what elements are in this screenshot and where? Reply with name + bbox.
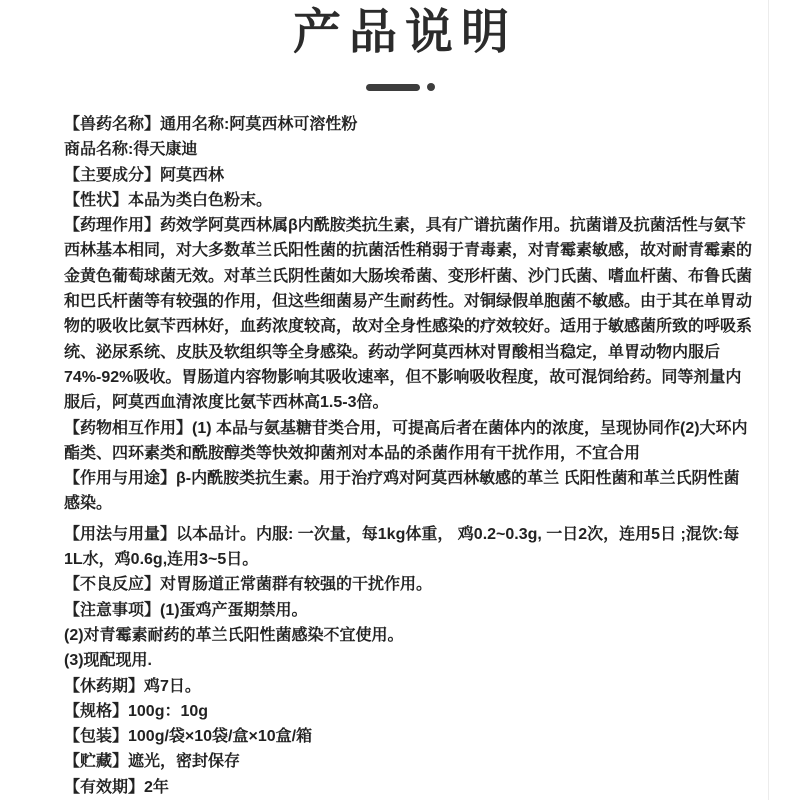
section-paragraph: 【不良反应】对胃肠道正常菌群有较强的干扰作用。	[64, 576, 433, 594]
section-paragraph: 【性状】本品为类白色粉末。	[64, 191, 273, 209]
section-paragraph: 【贮藏】遮光，密封保存	[64, 753, 241, 771]
section-paragraph: 【规格】100g：10g	[64, 702, 209, 720]
section-paragraph: 商品名称:得天康迪	[64, 141, 198, 159]
section-paragraph: (3)现配现用.	[64, 652, 153, 670]
divider-dash-icon	[366, 84, 420, 91]
section-paragraph: 【注意事项】(1)蛋鸡产蛋期禁用。	[64, 601, 308, 619]
section-paragraph: 【兽药名称】通用名称:阿莫西林可溶性粉	[64, 116, 358, 133]
section-paragraph: 【包装】100g/袋×10袋/盒×10盒/箱	[64, 728, 313, 746]
page-edge-border	[768, 0, 769, 800]
section-paragraph: 【休药期】鸡7日。	[64, 677, 201, 695]
section-paragraph: 【药理作用】药效学阿莫西林属β内酰胺类抗生素，具有广谱抗菌作用。抗菌谱及抗菌活性与氨苄西林基本相同，对大多数革兰氏阳性菌的抗菌活性稍弱于青毒素，对青霉素敏感，故对耐青霉素的金黄色葡萄球菌无效。对革兰氏阴性菌如大肠埃希菌、变形杆菌、沙门氏菌、嗜血杆菌、布鲁氏菌和巴氏杆菌等有较强的作用，但这些细菌易产生耐药性。对铜绿假单胞菌不敏感。由于其在单胃动物的吸收比氨苄西林好，血药浓度较高，故对全身性感染的疗效较好。适用于敏感菌所致的呼吸系统、泌尿系统、皮肤及软组织等全身感染。药动学阿莫西林对胃酸相当稳定，单胃动物内服后74%-92%吸收。胃肠道内容物影响其吸收速率，但不影响吸收程度，故可混饲给药。同等剂量内服后，阿莫西血清浓度比氨苄西林高1.5-3倍。	[64, 217, 753, 412]
title-divider	[0, 82, 800, 92]
page-title: 产品说明	[292, 6, 517, 59]
section-paragraph: 【主要成分】阿莫西林	[64, 166, 225, 184]
description-body	[0, 92, 800, 800]
section-paragraph: (2)对青霉素耐药的革兰氏阳性菌感染不宜使用。	[64, 626, 404, 644]
section-paragraph: 【药物相互作用】(1) 本品与氨基糖苷类合用，可提高后者在菌体内的浓度，呈现协同作(2)大环内酯类、四环素类和酰胺醇类等快效抑菌剂对本品的杀菌作用有干扰作用，不宜合用	[64, 419, 748, 462]
divider-dot-icon	[427, 83, 435, 91]
section-paragraph: 【作用与用途】β-内酰胺类抗生素。用于治疗鸡对阿莫西林敏感的革兰 氏阳性菌和革兰氏阴性菌感染。	[64, 470, 740, 513]
section-paragraph: 【用法与用量】以本品计。内服: 一次量，每1kg体重， 鸡0.2~0.3g, 一日2次，连用5日 ;混饮:每1L水，鸡0.6g,连用3~5日。	[64, 525, 740, 569]
header	[0, 0, 800, 92]
section-paragraph: 【有效期】2年	[64, 778, 169, 796]
